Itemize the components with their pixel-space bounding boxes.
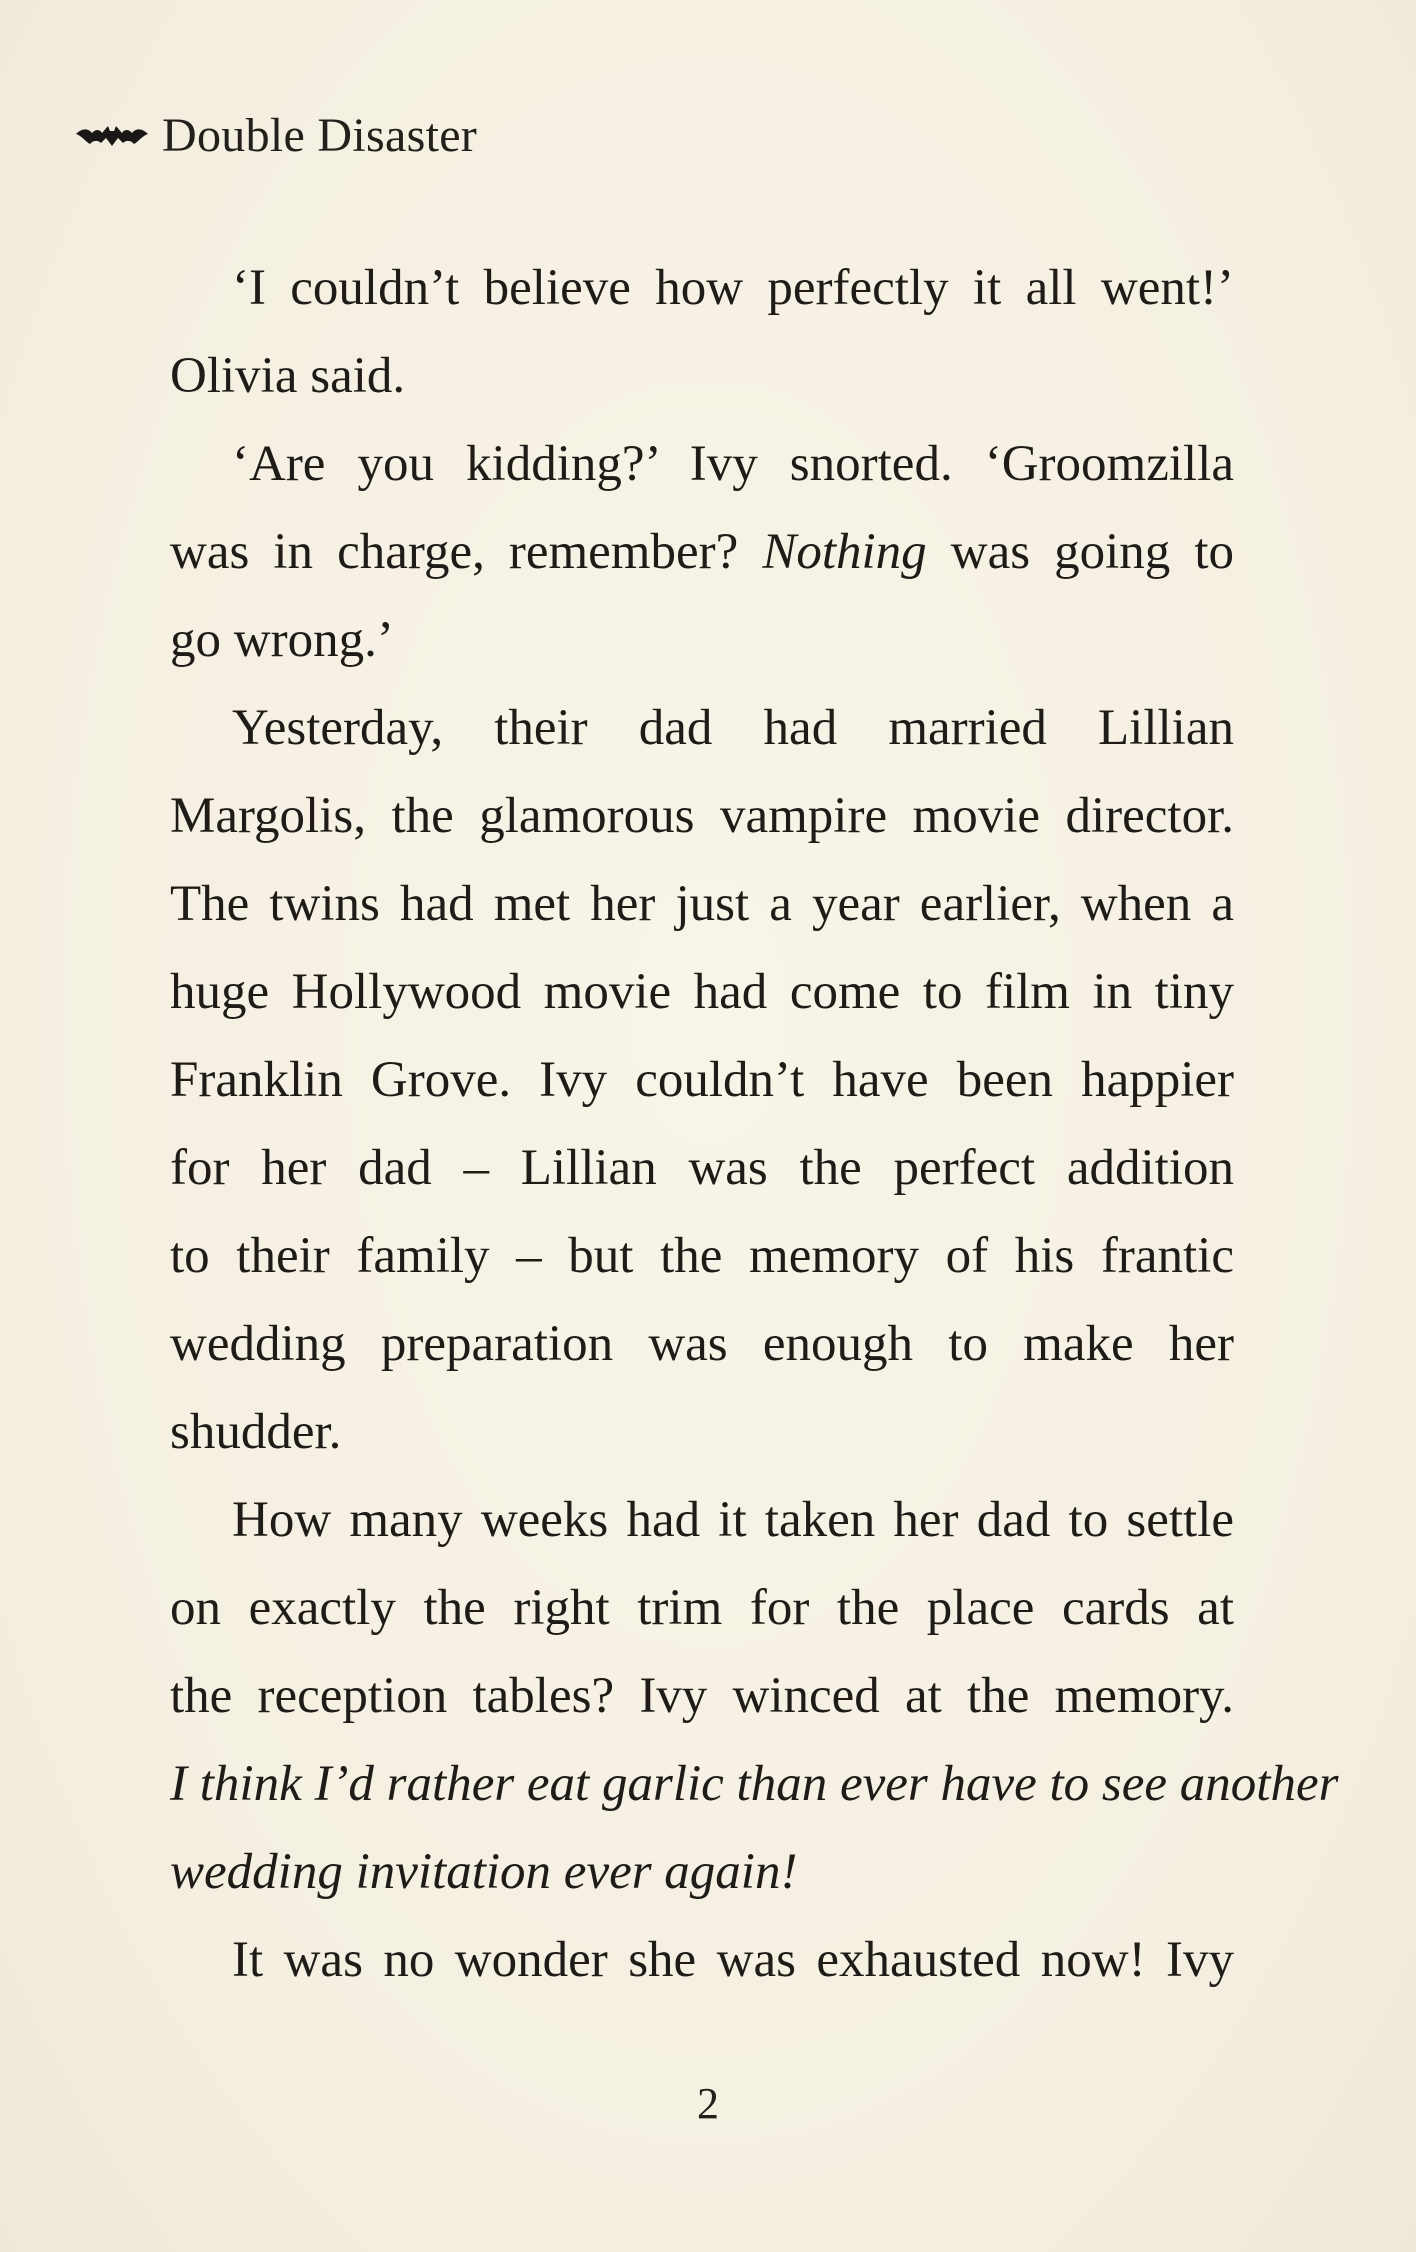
text-line: How many weeks had it taken her dad to settle <box>232 1492 1234 1548</box>
text-line: Margolis, the glamorous vampire movie director. <box>170 788 1234 844</box>
italic-text-line: wedding invitation ever again! <box>170 1844 798 1900</box>
running-header-title: Double Disaster <box>162 108 478 162</box>
text-line: Yesterday, their dad had married Lillian <box>232 700 1234 756</box>
text-line: on exactly the right trim for the place cards at <box>170 1580 1234 1636</box>
text-line: for her dad – Lillian was the perfect addition <box>170 1140 1234 1196</box>
italic-text-line: I think I’d rather eat garlic than ever have to see another <box>170 1756 1339 1812</box>
text-line: to their family – but the memory of his frantic <box>170 1228 1234 1284</box>
text-line: wedding preparation was enough to make her <box>170 1316 1234 1372</box>
text-line: go wrong.’ <box>170 612 394 668</box>
text-line <box>170 508 1234 596</box>
running-header <box>74 100 477 170</box>
text-line: the reception tables? Ivy winced at the memory. <box>170 1668 1234 1724</box>
text-line: shudder. <box>170 1404 342 1460</box>
text-line: huge Hollywood movie had come to film in tiny <box>170 964 1234 1020</box>
text-line: ‘Are you kidding?’ Ivy snorted. ‘Groomzilla <box>232 436 1234 492</box>
text-line: ‘I couldn’t believe how perfectly it all went!’ <box>232 260 1234 316</box>
text-line: The twins had met her just a year earlier, when a <box>170 876 1234 932</box>
text-line: It was no wonder she was exhausted now! Ivy <box>232 1932 1234 1988</box>
page-number: 2 <box>697 2079 719 2128</box>
body-text <box>170 244 1339 2004</box>
text-line: Olivia said. <box>170 348 406 404</box>
text-line: Franklin Grove. Ivy couldn’t have been happier <box>170 1052 1234 1108</box>
text-segment: was going to <box>950 524 1235 580</box>
bat-icon <box>74 118 150 152</box>
text-segment: was in charge, remember? <box>170 524 739 580</box>
italic-emphasis: Nothing <box>762 524 927 580</box>
